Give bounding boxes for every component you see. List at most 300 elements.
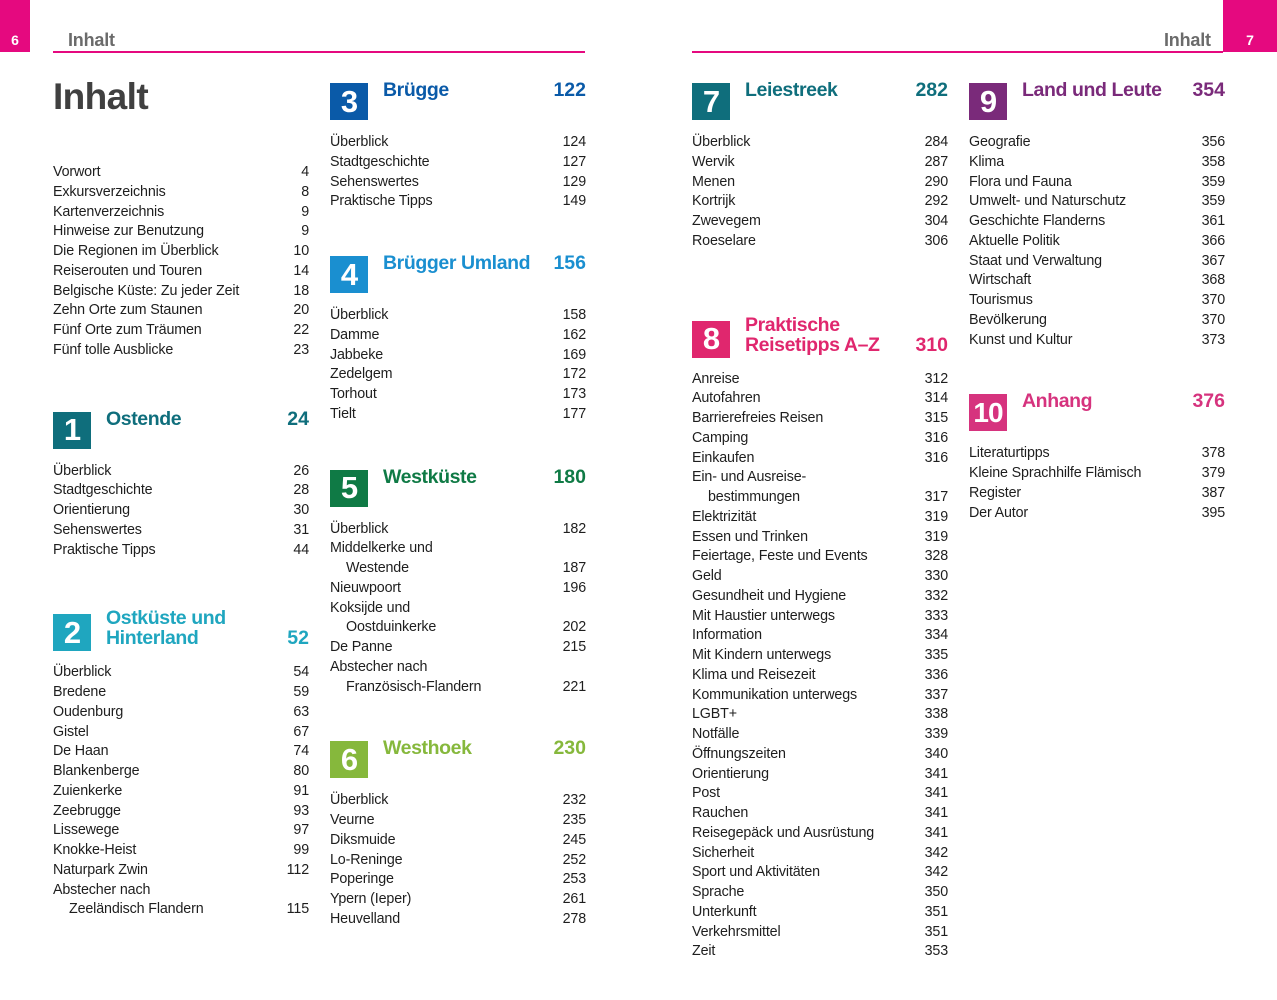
toc-entry-page: 284 [924,134,948,150]
toc-entry[interactable] [692,192,948,212]
toc-entry[interactable] [330,870,586,890]
toc-entry-label: Klima [969,153,1004,170]
toc-entry-label: Gistel [53,723,89,740]
toc-entry-label: Menen [692,173,735,190]
chapter-title [383,467,477,487]
chapter-title [1022,80,1162,100]
toc-entry[interactable] [53,163,309,183]
toc-entry[interactable] [692,508,948,528]
toc-entry[interactable] [692,863,948,883]
chapter-entries [330,791,586,929]
toc-entry-label: Middelkerke und [330,540,433,557]
toc-entry[interactable] [692,567,948,587]
toc-entry-page: 74 [293,743,309,760]
toc-entry-page: 330 [924,568,948,584]
toc-entry[interactable] [53,703,309,723]
toc-entry[interactable] [692,626,948,646]
toc-entry[interactable] [53,900,309,920]
toc-entry-page: 4 [301,164,309,180]
toc-entry-page: 23 [293,341,309,358]
toc-entry-page: 30 [293,502,309,518]
toc-entry-page: 54 [293,664,309,681]
toc-entry[interactable] [692,883,948,903]
toc-entry[interactable] [330,910,586,930]
toc-entry-page: 9 [301,203,309,220]
chapter-number-badge: 7 [692,83,730,120]
toc-entry[interactable] [692,903,948,923]
toc-entry-page: 67 [293,723,309,740]
chapter-entries [330,520,586,698]
chapter-page-number: 354 [1192,79,1225,101]
toc-entry[interactable] [53,683,309,703]
toc-entry-label: Kunst und Kultur [969,331,1073,348]
toc-entry[interactable] [692,646,948,666]
toc-entry[interactable] [330,559,586,579]
toc-entry[interactable] [330,173,586,193]
toc-entry-page: 91 [293,782,309,799]
toc-entry[interactable] [330,678,586,698]
toc-entry[interactable] [53,183,309,203]
toc-entry-page: 358 [1201,153,1225,170]
toc-entry-page: 124 [562,134,586,150]
toc-entry-label: Torhout [330,386,377,402]
chapter-page-number: 376 [1192,390,1225,413]
toc-entry-page: 319 [924,528,948,545]
left-header-rule [53,51,585,53]
chapter-title-line-1: Anhang [1022,390,1093,413]
toc-entry-label: bestimmungen [708,489,800,505]
toc-entry-label: Staat und Verwaltung [969,252,1102,269]
chapter-number-badge: 8 [692,321,730,358]
toc-entry-page: 378 [1201,445,1225,462]
chapter-number-badge: 1 [53,412,91,449]
chapter-page-number: 52 [287,627,309,650]
chapter-6-block [330,736,586,929]
toc-entry-page: 370 [1201,311,1225,328]
toc-entry-page: 253 [562,871,586,888]
toc-entry-page: 112 [286,861,309,878]
toc-entry[interactable] [692,370,948,390]
chapter-8-block [692,311,948,963]
toc-entry[interactable] [53,802,309,822]
chapter-title-line-2: Reisetipps A–Z [745,333,880,356]
toc-entry-page: 26 [293,462,309,479]
toc-entry-label: Jabbeke [330,346,384,363]
toc-entry-label: Kortrijk [692,193,736,210]
toc-entry-label: Post [692,785,721,802]
toc-entry[interactable] [53,821,309,841]
toc-entry-page: 196 [562,579,586,596]
chapter-title [383,738,472,758]
toc-entry-page: 395 [1201,504,1225,521]
toc-entry[interactable] [692,765,948,785]
chapter-heading[interactable] [53,604,309,663]
right-running-title: Inhalt [1164,30,1211,50]
toc-entry-page: 367 [1201,252,1225,269]
toc-entry-page: 351 [924,903,948,920]
toc-entry[interactable] [53,861,309,881]
toc-entry[interactable] [969,133,1225,153]
toc-entry-page: 187 [562,560,586,576]
toc-entry[interactable] [330,618,586,638]
chapter-title-line-1: Westhoek [383,737,472,760]
toc-entry-page: 20 [293,302,309,319]
toc-entry-label: Feiertage, Feste und Events [692,548,868,565]
toc-entry[interactable] [53,723,309,743]
toc-entry-page: 351 [924,923,948,940]
toc-entry-page: 8 [301,183,309,200]
chapter-heading[interactable] [330,465,586,520]
toc-entry-label: Ein- und Ausreise- [692,469,807,486]
toc-entry[interactable] [53,301,309,321]
toc-entry-label: Kommunikation unterwegs [692,686,858,703]
toc-entry[interactable] [53,321,309,341]
toc-entry[interactable] [692,173,948,193]
toc-entry[interactable] [53,222,309,242]
toc-entry[interactable] [969,252,1225,272]
toc-entry-page: 361 [1201,213,1225,229]
chapter-heading[interactable] [330,78,586,133]
toc-entry-label: Sehenswertes [330,173,419,190]
toc-entry-page: 252 [562,851,586,868]
toc-entry-label: De Panne [330,639,393,655]
toc-entry-label: Kartenverzeichnis [53,203,165,220]
toc-entry-page: 304 [924,213,948,229]
chapter-title-line-1: Leiestreek [745,79,838,101]
toc-entry[interactable] [692,429,948,449]
toc-entry[interactable] [969,232,1225,252]
chapter-title-line-2: Hinterland [106,627,199,650]
toc-entry[interactable] [330,192,586,212]
toc-entry-label: Zedelgem [330,366,393,383]
toc-entry[interactable] [969,504,1225,524]
chapter-1-block [53,407,309,561]
toc-entry[interactable] [330,579,586,599]
toc-entry[interactable] [53,782,309,802]
toc-entry-page: 316 [924,429,948,446]
chapter-title [745,80,837,100]
toc-entry[interactable] [692,449,948,469]
toc-entry[interactable] [53,841,309,861]
toc-entry-label: Veurne [330,812,375,828]
toc-entry[interactable] [330,405,586,425]
toc-entry-label: Aktuelle Politik [969,232,1060,249]
toc-entry[interactable] [692,607,948,627]
toc-entry-label: Zeeländisch Flandern [69,901,204,918]
toc-entry[interactable] [692,409,948,429]
toc-entry-label: Flora und Fauna [969,173,1072,190]
toc-entry[interactable] [330,153,586,173]
toc-entry[interactable] [969,271,1225,291]
toc-entry[interactable] [330,385,586,405]
toc-entry-label: Westende [346,560,409,576]
toc-entry-page: 28 [293,482,309,499]
toc-entry-label: Information [692,627,762,644]
toc-entry[interactable] [692,804,948,824]
toc-entry[interactable] [969,212,1225,232]
toc-entry-label: Camping [692,429,749,446]
toc-entry[interactable] [692,923,948,943]
toc-entry-label: Zuienkerke [53,782,123,799]
toc-entry-label: Gesundheit und Hygiene [692,587,847,604]
toc-entry-label: Stadtgeschichte [330,153,430,170]
toc-entry-page: 317 [924,489,948,505]
toc-entry[interactable] [330,365,586,385]
toc-entry[interactable] [53,341,309,361]
chapter-entries [969,444,1225,523]
toc-entry-label: Unterkunft [692,903,757,920]
toc-entry-label: Praktische Tipps [330,193,433,210]
toc-entry-page: 356 [1201,134,1225,150]
toc-entry-page: 314 [924,390,948,407]
toc-entry[interactable] [53,481,309,501]
intro-list [53,163,309,361]
toc-entry[interactable] [969,311,1225,331]
chapter-title-line-1: Ostende [106,407,182,430]
toc-entry-label: Sehenswertes [53,521,142,538]
toc-entry[interactable] [692,844,948,864]
toc-entry-page: 373 [1201,331,1225,348]
toc-entry-label: Französisch-Flandern [346,678,482,695]
toc-entry[interactable] [969,331,1225,351]
toc-entry[interactable] [969,192,1225,212]
toc-entry-label: Überblick [692,134,751,150]
toc-entry[interactable] [330,890,586,910]
toc-entry-label: Exkursverzeichnis [53,183,166,200]
chapter-entries [692,133,948,252]
chapter-heading[interactable] [330,736,586,791]
chapter-10-block [969,389,1225,523]
toc-entry[interactable] [969,444,1225,464]
chapter-entries [53,462,309,561]
toc-entry-label: Klima und Reisezeit [692,666,816,683]
chapter-number-badge: 10 [969,394,1007,431]
toc-entry-label: Orientierung [53,502,130,518]
toc-entry[interactable] [330,539,586,559]
toc-entry[interactable] [692,232,948,252]
toc-entry[interactable] [330,811,586,831]
column-1 [53,163,309,920]
chapter-entries [969,133,1225,350]
toc-entry-label: Überblick [330,134,389,150]
chapter-title [745,315,880,355]
toc-entry-page: 287 [924,153,948,170]
toc-entry-label: Reisegepäck und Ausrüstung [692,824,875,841]
toc-entry[interactable] [53,881,309,901]
left-running-title: Inhalt [68,30,115,50]
toc-entry[interactable] [692,528,948,548]
toc-entry-page: 129 [562,173,586,190]
toc-entry-label: Der Autor [969,504,1029,521]
toc-entry[interactable] [330,658,586,678]
toc-entry-page: 328 [924,548,948,565]
toc-entry[interactable] [692,468,948,488]
toc-entry-page: 63 [293,703,309,720]
chapter-page-number: 310 [915,333,948,356]
chapter-heading[interactable] [969,78,1225,133]
toc-entry-label: Zeebrugge [53,802,121,819]
toc-entry[interactable] [692,153,948,173]
toc-entry-page: 278 [562,910,586,927]
toc-entry[interactable] [53,541,309,561]
page-title: Inhalt [53,76,149,117]
toc-entry[interactable] [53,742,309,762]
toc-entry[interactable] [53,521,309,541]
toc-entry[interactable] [330,791,586,811]
toc-entry-page: 235 [562,812,586,828]
chapter-number-badge: 6 [330,741,368,778]
chapter-number-badge: 4 [330,256,368,293]
toc-entry[interactable] [692,705,948,725]
chapter-title-line-1: Brügge [383,79,449,101]
toc-entry-page: 169 [562,346,586,363]
toc-entry-page: 80 [293,763,309,779]
chapter-page-number: 122 [553,79,586,101]
toc-entry[interactable] [692,824,948,844]
toc-entry-label: Überblick [53,462,112,479]
toc-entry-page: 342 [924,864,948,881]
chapter-heading[interactable] [330,251,586,306]
toc-entry-page: 359 [1201,173,1225,190]
toc-entry-label: Heuvelland [330,910,401,927]
toc-entry[interactable] [330,346,586,366]
toc-entry-page: 335 [924,647,948,663]
toc-entry[interactable] [692,488,948,508]
toc-entry-label: Abstecher nach [330,658,428,675]
toc-entry-label: Überblick [330,792,389,809]
toc-entry[interactable] [969,173,1225,193]
chapter-page-number: 282 [915,79,948,101]
toc-entry-page: 149 [562,193,586,210]
toc-entry[interactable] [692,745,948,765]
chapter-number-badge: 2 [53,614,91,651]
toc-entry[interactable] [692,666,948,686]
chapter-title-line-1: Praktische [745,313,840,336]
toc-entry[interactable] [692,212,948,232]
toc-entry-label: Verkehrsmittel [692,923,781,940]
toc-entry-label: Poperinge [330,871,394,888]
toc-entry-page: 368 [1201,272,1225,289]
chapter-4-block [330,251,586,425]
toc-entry-label: Abstecher nach [53,881,151,898]
right-page-number: 7 [1223,0,1277,52]
chapter-3-block [330,78,586,212]
toc-entry-page: 387 [1201,484,1225,501]
toc-entry[interactable] [53,262,309,282]
toc-entry[interactable] [330,599,586,619]
toc-entry[interactable] [969,153,1225,173]
toc-entry-label: Sport und Aktivitäten [692,864,820,881]
toc-entry-label: Zwevegem [692,213,761,229]
toc-entry[interactable] [330,638,586,658]
toc-entry[interactable] [969,291,1225,311]
toc-entry[interactable] [53,462,309,482]
toc-entry-page: 14 [293,262,309,279]
toc-entry[interactable] [53,663,309,683]
toc-entry-page: 115 [286,901,309,918]
toc-entry-label: Tourismus [969,292,1033,308]
toc-entry-page: 162 [562,326,586,343]
chapter-heading[interactable] [53,407,309,462]
toc-entry-page: 336 [924,666,948,683]
toc-entry-label: Sicherheit [692,844,755,861]
toc-entry[interactable] [692,686,948,706]
toc-entry[interactable] [692,725,948,745]
toc-entry-page: 316 [924,449,948,466]
toc-entry[interactable] [330,851,586,871]
toc-entry-label: Blankenberge [53,763,140,779]
toc-entry[interactable] [53,762,309,782]
toc-entry-label: Barrierefreies Reisen [692,410,824,426]
chapter-heading[interactable] [969,389,1225,444]
toc-entry-page: 315 [924,410,948,426]
toc-entry-label: Praktische Tipps [53,541,156,558]
chapter-heading[interactable] [692,78,948,133]
chapter-number-badge: 3 [330,83,368,120]
toc-entry[interactable] [692,784,948,804]
toc-entry-page: 306 [924,232,948,249]
toc-entry-label: Koksijde und [330,599,411,616]
toc-entry[interactable] [330,133,586,153]
toc-entry-label: Zeit [692,943,716,960]
chapter-number-badge: 9 [969,83,1007,120]
toc-entry[interactable] [53,242,309,262]
chapter-heading[interactable] [692,311,948,370]
toc-entry[interactable] [330,326,586,346]
chapter-title [383,80,449,100]
chapter-7-block [692,78,948,252]
toc-entry-page: 127 [562,153,586,170]
toc-entry-page: 341 [924,824,948,841]
toc-entry[interactable] [692,133,948,153]
toc-entry[interactable] [692,547,948,567]
column-3 [692,78,948,962]
toc-entry-page: 182 [562,520,586,537]
toc-entry-page: 341 [924,765,948,782]
toc-entry-label: Geld [692,568,722,584]
chapter-title-line-1: Brügger Umland [383,252,531,274]
toc-entry[interactable] [53,282,309,302]
toc-entry-label: Sprache [692,884,745,900]
toc-entry[interactable] [330,306,586,326]
toc-entry-label: LGBT+ [692,706,737,723]
toc-entry-label: Damme [330,326,380,343]
toc-entry[interactable] [692,587,948,607]
chapter-page-number: 24 [287,407,309,430]
toc-entry[interactable] [53,501,309,521]
toc-entry-page: 334 [924,627,948,644]
toc-entry[interactable] [53,203,309,223]
toc-entry-page: 261 [562,891,586,907]
toc-entry-label: Register [969,484,1022,501]
toc-entry[interactable] [969,484,1225,504]
toc-entry[interactable] [330,831,586,851]
chapter-9-block [969,78,1225,350]
toc-entry-label: Zehn Orte zum Staunen [53,302,203,319]
toc-entry[interactable] [969,464,1225,484]
toc-entry-page: 379 [1201,465,1225,481]
toc-entry-page: 44 [293,541,309,558]
toc-entry[interactable] [692,942,948,962]
toc-entry[interactable] [330,520,586,540]
toc-entry-label: Reiserouten und Touren [53,262,203,279]
toc-entry-label: Oostduinkerke [346,619,437,636]
toc-entry-label: Orientierung [692,765,769,782]
toc-entry-label: Nieuwpoort [330,579,401,596]
toc-entry-label: Wervik [692,153,735,170]
toc-entry[interactable] [692,389,948,409]
right-header-rule [692,51,1223,53]
